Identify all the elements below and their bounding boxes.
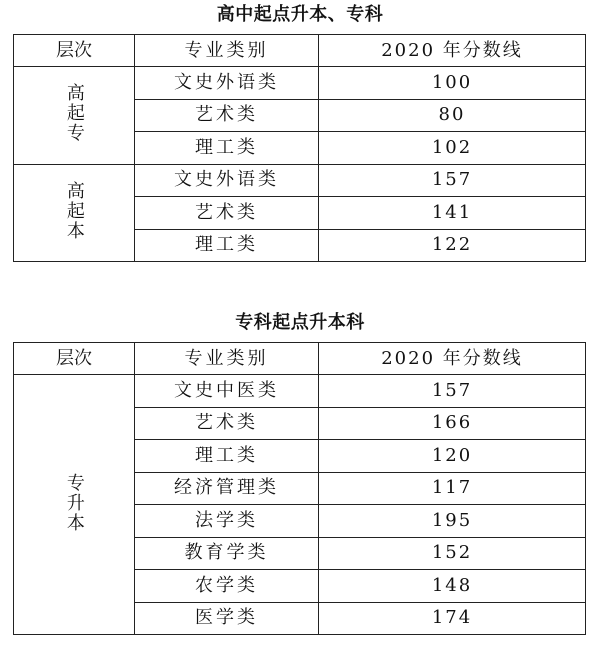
score-cell: 122: [319, 229, 586, 262]
score-cell: 80: [319, 99, 586, 132]
score-table-high-school: [13, 34, 586, 262]
category-cell: 农学类: [135, 570, 319, 603]
table-row: [14, 375, 586, 408]
level-cell: [14, 67, 135, 165]
score-cell: 174: [319, 602, 586, 635]
category-cell: 理工类: [135, 132, 319, 165]
score-cell: 166: [319, 407, 586, 440]
level-label: 高起专: [63, 83, 85, 144]
table-row: [14, 164, 586, 197]
level-label: 专升本: [63, 472, 85, 533]
level-cell: [14, 375, 135, 635]
category-cell: 理工类: [135, 229, 319, 262]
category-cell: 艺术类: [135, 197, 319, 230]
header-score: 2020 年分数线: [319, 343, 586, 375]
category-cell: 医学类: [135, 602, 319, 635]
category-cell: 教育学类: [135, 537, 319, 570]
level-cell: [14, 164, 135, 262]
category-cell: 艺术类: [135, 99, 319, 132]
score-cell: 141: [319, 197, 586, 230]
category-cell: 文史外语类: [135, 67, 319, 100]
score-cell: 195: [319, 505, 586, 538]
category-cell: 文史中医类: [135, 375, 319, 408]
header-category: 专业类别: [135, 343, 319, 375]
category-cell: 经济管理类: [135, 472, 319, 505]
score-cell: 148: [319, 570, 586, 603]
category-cell: 法学类: [135, 505, 319, 538]
score-cell: 102: [319, 132, 586, 165]
level-label: 高起本: [63, 180, 85, 241]
section-title: 高中起点升本、专科: [216, 4, 384, 25]
category-cell: 文史外语类: [135, 164, 319, 197]
table-row: [14, 67, 586, 100]
score-cell: 120: [319, 440, 586, 473]
table-header-row: [14, 35, 586, 67]
header-score: 2020 年分数线: [319, 35, 586, 67]
table-header-row: [14, 343, 586, 375]
header-level: 层次: [14, 35, 135, 67]
score-cell: 157: [319, 164, 586, 197]
score-cell: 117: [319, 472, 586, 505]
section-title: 专科起点升本科: [235, 312, 365, 333]
score-cell: 157: [319, 375, 586, 408]
score-cell: 100: [319, 67, 586, 100]
header-category: 专业类别: [135, 35, 319, 67]
category-cell: 理工类: [135, 440, 319, 473]
header-level: 层次: [14, 343, 135, 375]
category-cell: 艺术类: [135, 407, 319, 440]
score-table-junior-college: [13, 342, 586, 635]
score-cell: 152: [319, 537, 586, 570]
